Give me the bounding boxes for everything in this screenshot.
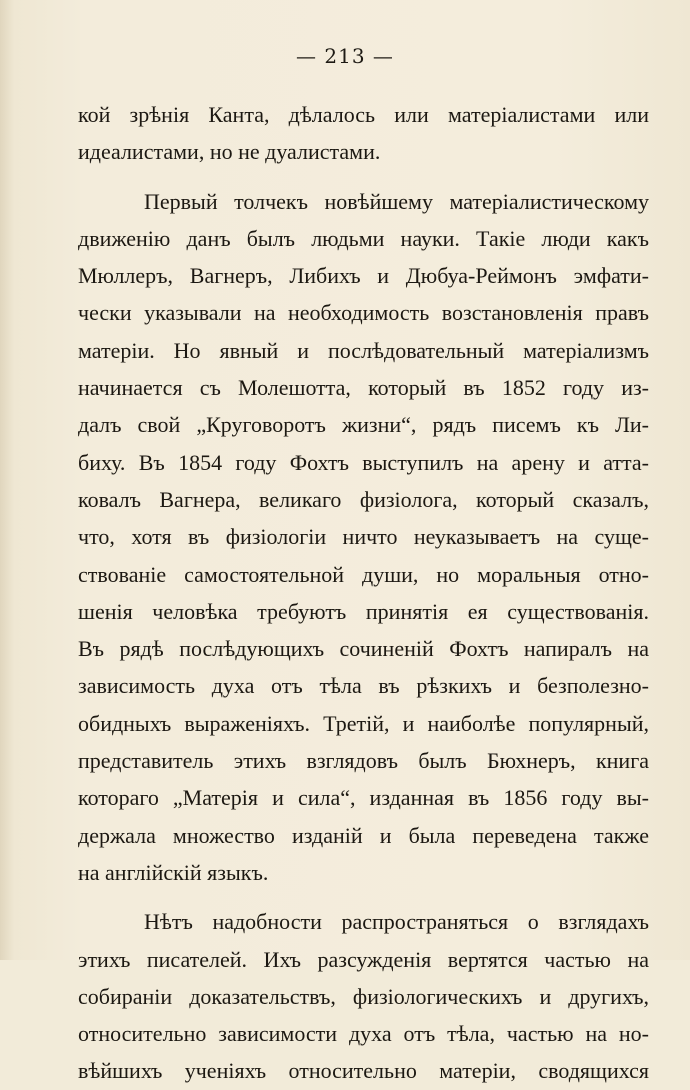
page-number: — 213 —: [296, 44, 394, 68]
text-line: кой зрѣнія Канта, дѣлалось или матеріалистами или: [78, 102, 649, 127]
text-line: вѣйшихъ ученіяхъ относительно матеріи, сводящихся: [78, 1058, 649, 1084]
text-line: держала множество изданій и была переведена также: [78, 822, 649, 848]
text-line: котораго „Матерія и сила“, изданная въ 1856 году вы-: [78, 785, 649, 811]
text-line: матеріи. Но явный и послѣдовательный матеріализмъ: [78, 337, 649, 363]
text-line: ковалъ Вагнера, великаго физіолога, который сказалъ,: [78, 486, 649, 512]
body-text: [78, 96, 649, 1090]
text-line: Первый толчекъ новѣйшему матеріалистическому: [144, 188, 649, 214]
text-line: представитель этихъ взглядовъ былъ Бюхнеръ, книга: [78, 748, 649, 774]
page-fold-shadow: [0, 0, 14, 960]
text-line: чески указывали на необходимость возстановленія правъ: [78, 300, 649, 326]
text-line: собираніи доказательствъ, физіологическихъ и другихъ,: [78, 983, 649, 1009]
text-line: Мюллеръ, Вагнеръ, Либихъ и Дюбуа-Реймонъ эмфати-: [78, 263, 649, 289]
text-line: Нѣтъ надобности распространяться о взглядахъ: [144, 909, 649, 935]
text-line: начинается съ Молешотта, который въ 1852 году из-: [78, 375, 649, 401]
text-line: биху. Въ 1854 году Фохтъ выступилъ на арену и атта-: [78, 449, 649, 475]
paragraph-gap: [78, 171, 649, 183]
text-line: этихъ писателей. Ихъ разсужденія вертятся частью на: [78, 946, 649, 972]
text-line: на англійскій языкъ.: [78, 859, 269, 885]
text-line: зависимость духа отъ тѣла въ рѣзкихъ и безполезно-: [78, 673, 649, 699]
text-line: обидныхъ выраженіяхъ. Третій, и наиболѣе популярный,: [78, 710, 649, 736]
paragraph-gap: [78, 891, 649, 903]
text-line: Въ рядѣ послѣдующихъ сочиненій Фохтъ напиралъ на: [78, 636, 649, 662]
text-line: относительно зависимости духа отъ тѣла, частью на но-: [78, 1021, 649, 1047]
text-line: движенію данъ былъ людьми науки. Такіе люди какъ: [78, 225, 649, 251]
text-line: что, хотя въ физіологіи ничто неуказываетъ на суще-: [78, 524, 649, 550]
text-line: далъ свой „Круговоротъ жизни“, рядъ писемъ къ Ли-: [78, 412, 649, 438]
text-line: ствованіе самостоятельной души, но моральныя отно-: [78, 561, 649, 587]
text-line: идеалистами, но не дуалистами.: [78, 139, 381, 165]
text-line: шенія человѣка требуютъ принятія ея существованія.: [78, 598, 649, 624]
